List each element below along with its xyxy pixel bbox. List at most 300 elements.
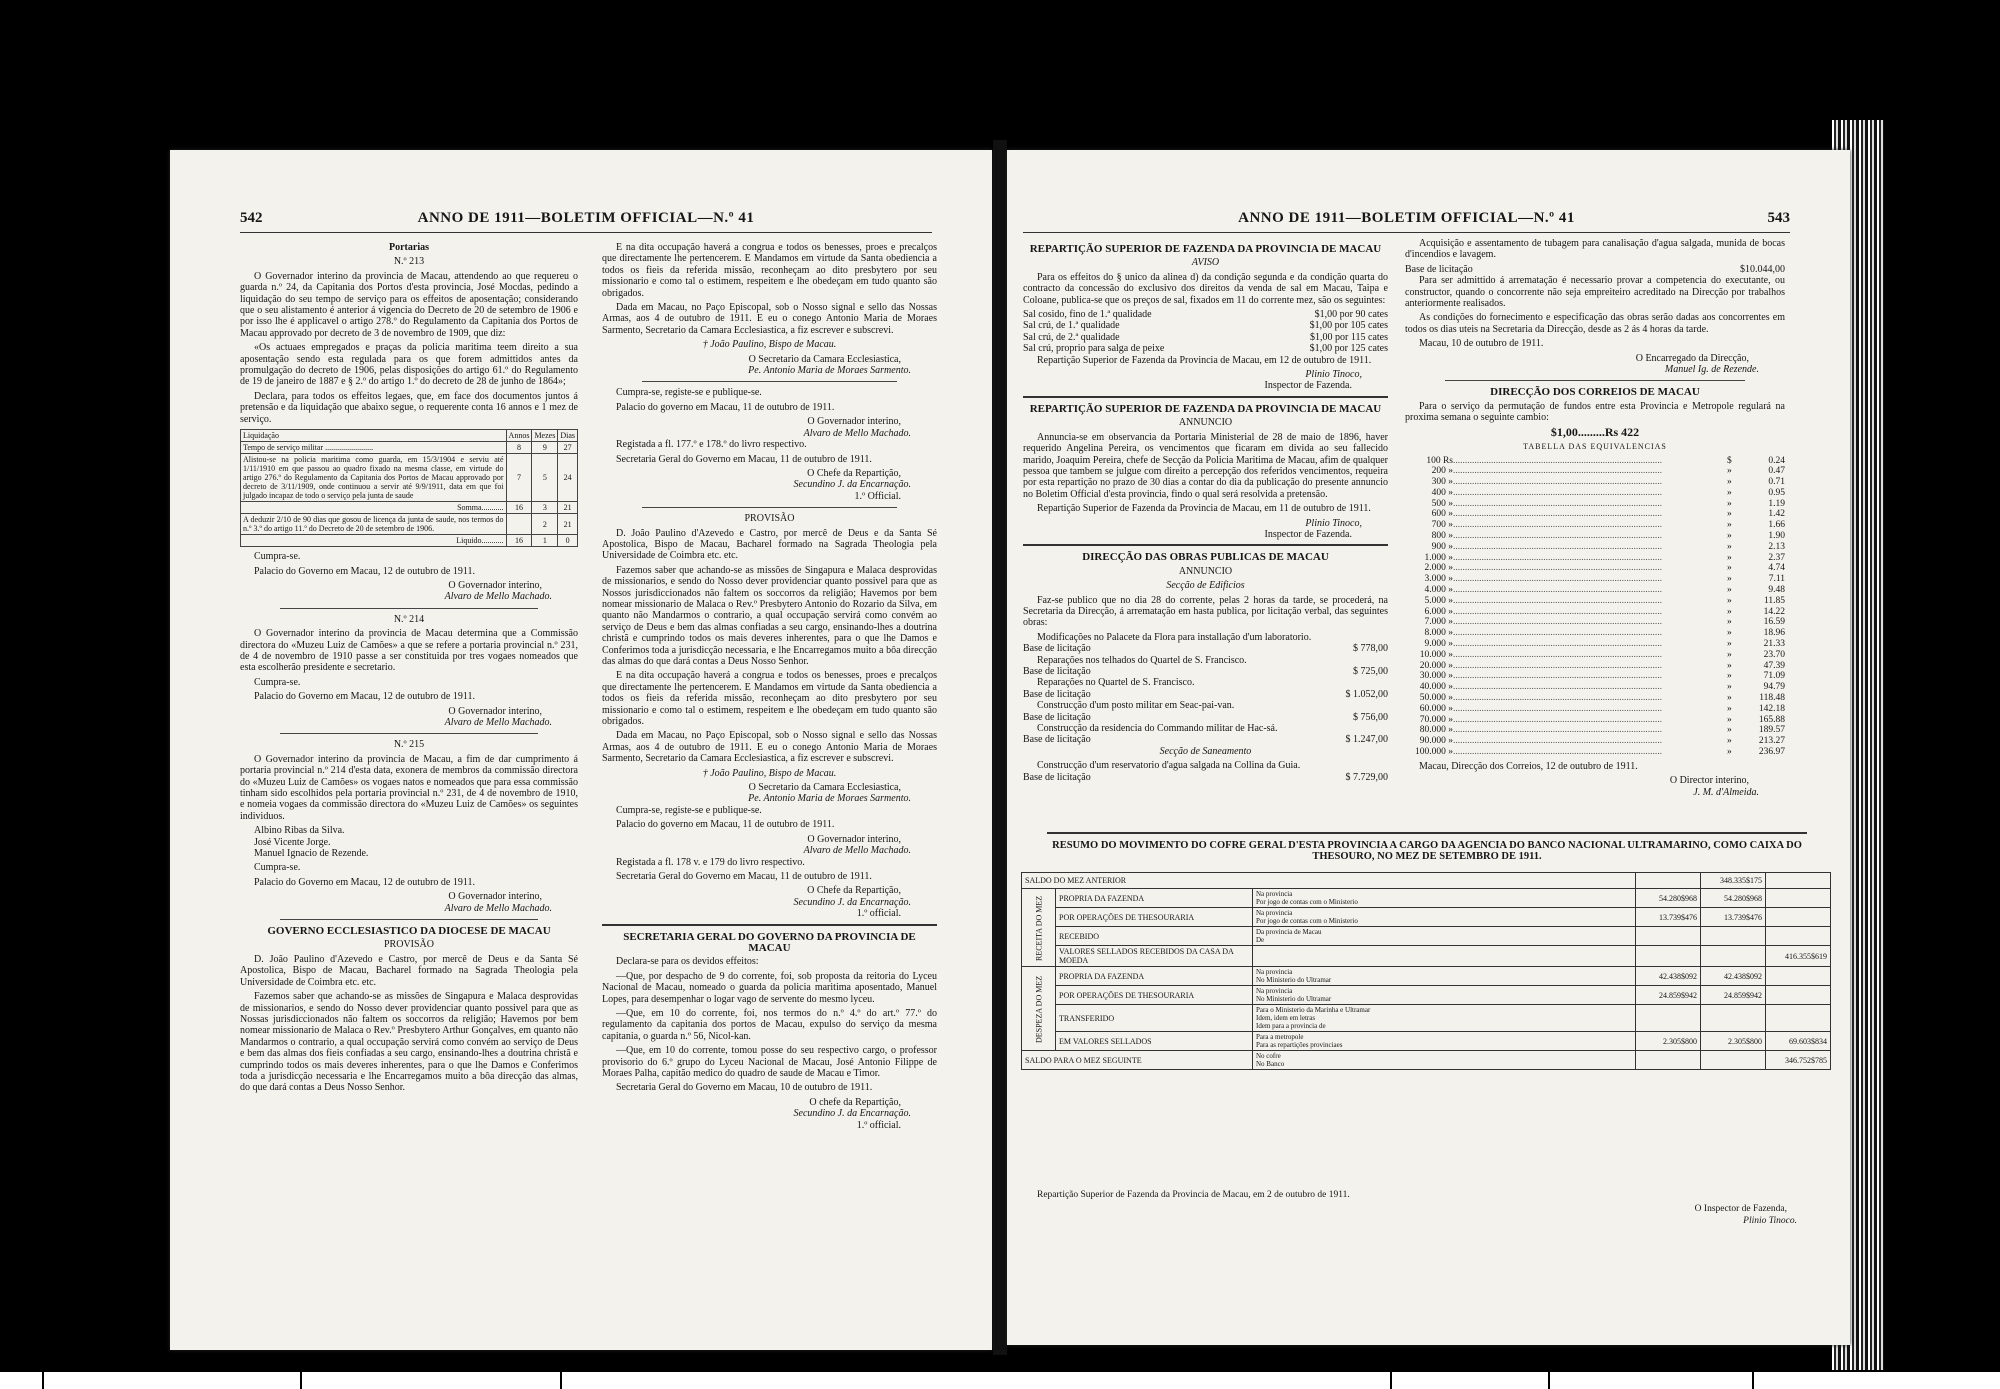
summary-sub-item: Para a metropole	[1256, 1033, 1304, 1041]
row-dias: 24	[558, 454, 578, 502]
exchange-dollar-sign: »	[1727, 552, 1732, 563]
strip-tick	[560, 1372, 562, 1389]
exchange-row	[1405, 736, 1785, 747]
left-column-1	[240, 242, 578, 1097]
summary-value-2: 42.438$092	[1701, 967, 1766, 986]
salt-price: $1,00 por 105 cates	[1309, 320, 1388, 332]
exchange-dollars: 236.97	[1758, 747, 1785, 758]
portaria-213-declaration: Declara, para todos os effeitos legaes, que, em face dos documentos juntos á pretensão e da liquidação que abaixo segue, o requerente conta 16 annos e 1 mez de serviço.	[240, 390, 578, 425]
liquidation-header: Liquidação	[241, 430, 507, 442]
table-row	[1022, 946, 1831, 967]
exchange-row	[1405, 607, 1785, 618]
summary-sub-item: No Banco	[1256, 1060, 1285, 1068]
exchange-dollar-sign: »	[1727, 714, 1732, 725]
exchange-dollars: 94.79	[1763, 682, 1785, 693]
governor-title: O Governador interino,	[807, 833, 901, 845]
cambio-rate: $1,00.........Rs 422	[1550, 424, 1640, 439]
row-mezes: 5	[532, 454, 558, 502]
obra-base: Base de licitação	[1023, 643, 1091, 655]
left-header-title: ANNO DE 1911—BOLETIM OFFICIAL—N.º 41	[417, 210, 755, 226]
summary-value-2	[1701, 1005, 1766, 1032]
declara-item-3: —Que, em 10 do corrente, tomou posse do seu respectivo cargo, o professor provisorio do 6.º grupo do Lyceu Nacional de Macau, José Antonio Filippe de Moraes Palha, capitão medico do quadro de saude de Macau e Timor.	[602, 1045, 937, 1079]
summary-row-sub	[1253, 889, 1636, 908]
exchange-row	[1405, 531, 1785, 542]
exchange-row	[1405, 596, 1785, 607]
exchange-dollar-sign: »	[1727, 693, 1732, 704]
exchange-dollar-sign: »	[1727, 498, 1732, 509]
summary-row-sub	[1253, 986, 1636, 1005]
cumpra-se: Cumpra-se.	[254, 551, 301, 563]
empty-cell	[1636, 873, 1701, 889]
exchange-row	[1405, 661, 1785, 672]
exchange-reis: 10.000 »	[1419, 649, 1453, 660]
exchange-reis: 600 »	[1431, 509, 1453, 520]
encarregado-name: Manuel Ig. de Rezende.	[1664, 364, 1759, 376]
obra-bid-row	[1023, 772, 1388, 783]
bottom-strip	[0, 1372, 2000, 1389]
secretaria-date-2: Secretaria Geral do Governo em Macau, 11 de outubro de 1911.	[616, 870, 872, 882]
obra-bid-row	[1023, 666, 1388, 677]
exchange-leader: ........................................................................................	[1453, 747, 1662, 758]
row-mezes: 2	[532, 514, 558, 535]
exchange-row	[1405, 671, 1785, 682]
exchange-dollar-sign: »	[1727, 520, 1732, 531]
exchange-dollars: 71.09	[1763, 671, 1785, 682]
saldo-seguinte-label: SALDO PARA O MEZ SEGUINTE	[1022, 1051, 1253, 1070]
exchange-dollar-sign: »	[1727, 649, 1732, 660]
summary-total: 69.603$834	[1766, 1032, 1831, 1051]
acquisicao-conditions: As condições do fornecimento e especificação das obras serão dadas aos concorrentes em todos os dias uteis na Secretaria da Direcção, desde as 2 ás 4 horas da tarde.	[1405, 312, 1785, 335]
summary-row-sub	[1253, 967, 1636, 986]
exchange-leader: ........................................................................................	[1453, 585, 1662, 596]
exchange-dollar-sign: »	[1727, 660, 1732, 671]
exchange-reis: 80.000 »	[1419, 725, 1453, 736]
acquisicao-bid-row	[1405, 264, 1785, 275]
exchange-dollar-sign: »	[1727, 606, 1732, 617]
exchange-reis: 8.000 »	[1424, 628, 1453, 639]
summary-row-sub	[1253, 946, 1636, 967]
saldo-anterior-value: 348.335$175	[1701, 873, 1766, 889]
annuncio-heading: ANNUNCIO	[1178, 417, 1233, 429]
exchange-leader: ........................................................................................	[1453, 682, 1662, 693]
divider	[642, 381, 897, 382]
exchange-dollar-sign: »	[1727, 725, 1732, 736]
declara-item-2: —Que, em 10 do corrente, foi, nos termos do n.º 4.º do art.º 77.º do regulamento da capitania dos portos de Macau, expulso do serviço da mesma capitania, o guarda n.º 56, Nicol-kan.	[602, 1007, 937, 1042]
salt-item: Sal crú, de 1.ª qualidade	[1023, 320, 1120, 332]
exchange-leader: ........................................................................................	[1453, 498, 1662, 509]
exchange-leader: ........................................................................................	[1453, 606, 1662, 617]
exchange-dollars: 1.66	[1768, 520, 1785, 531]
exchange-leader: ........................................................................................	[1453, 714, 1662, 725]
treasury-summary-table	[1021, 872, 1831, 1070]
summary-row-sub	[1253, 1005, 1636, 1032]
divider	[602, 924, 937, 926]
obra-base: Base de licitação	[1023, 711, 1091, 723]
summary-footer	[1023, 1190, 1823, 1227]
row-mezes: 3	[532, 502, 558, 514]
summary-row-sub	[1253, 927, 1636, 946]
chefe-rank: 1.º official.	[856, 908, 901, 920]
correios-title: DIRECÇÃO DOS CORREIOS DE MACAU	[1490, 386, 1700, 399]
secretaria-date-3: Secretaria Geral do Governo em Macau, 10 de outubro de 1911.	[616, 1082, 873, 1094]
chefe-rank: 1.º official.	[856, 1119, 901, 1131]
exchange-dollars: 0.47	[1768, 466, 1785, 477]
obras-section-edificios: Secção de Edificios	[1166, 580, 1245, 592]
exchange-reis: 2.000 »	[1424, 563, 1453, 574]
right-page-header	[1023, 210, 1790, 233]
exchange-leader: ........................................................................................	[1453, 628, 1662, 639]
summary-value-1: 24.859$942	[1636, 986, 1701, 1005]
exchange-leader: ........................................................................................	[1453, 531, 1662, 542]
declara-se: Declara-se para os devidos effeitos:	[616, 956, 759, 968]
cumpra-se: Cumpra-se.	[254, 676, 301, 688]
row-dias: 21	[558, 514, 578, 535]
exchange-row	[1405, 628, 1785, 639]
secretary-title: O Secretario da Camara Ecclesiastica,	[748, 353, 901, 365]
row-annos: 8	[506, 442, 532, 454]
col-mezes: Mezes	[532, 430, 558, 442]
exchange-row	[1405, 553, 1785, 564]
cumpra-se: Cumpra-se.	[254, 862, 301, 874]
provisao-1-dada: Dada em Macau, no Paço Episcopal, sob o Nosso signal e sello das Nossas Armas, aos 4 de outubro de 1911. E eu o conego Antonio Maria de Moraes Sarmento, Secretario da Camara Ecclesiastica, a fiz escrever e subscrevi.	[602, 302, 937, 336]
summary-sub-item: Para o Ministerio da Marinha e Ultramar	[1256, 1006, 1371, 1014]
receita-group-label: RECEITA DO MEZ	[1022, 889, 1056, 967]
summary-sub-item: Na provincia	[1256, 909, 1293, 917]
aviso-heading: AVISO	[1191, 257, 1220, 269]
salt-item: Sal crú, de 2.ª qualidade	[1023, 331, 1120, 343]
summary-row-sub	[1253, 1051, 1636, 1070]
exchange-leader: ........................................................................................	[1453, 477, 1662, 488]
table-row	[1022, 1051, 1831, 1070]
obra-desc: Construcção d'um posto militar em Seac-pai-van.	[1037, 700, 1235, 712]
summary-row-label: VALORES SELLADOS RECEBIDOS DA CASA DA MOEDA	[1056, 946, 1253, 967]
secretary-name: Pe. Antonio Maria de Moraes Sarmento.	[748, 365, 911, 377]
cumpra-registe: Cumpra-se, registe-se e publique-se.	[616, 387, 762, 399]
summary-row-label: PROPRIA DA FAZENDA	[1056, 889, 1253, 908]
table-row	[1022, 908, 1831, 927]
empty-cell	[1636, 1051, 1701, 1070]
exchange-dollar-sign: »	[1727, 487, 1732, 498]
row-desc: Alistou-se na policia maritima como guarda, em 15/3/1904 e serviu até 1/11/1910 em que passou ao quadro fixado na mesma classe, em virtude do artigo 276.º do Regulamento da Capitania dos Portos de Macau approvado por decreto de 3/11/1909, onde continuou a servir até 9/9/1911, data em que foi julgado incapaz de todo o serviço pela junta de saude	[241, 454, 507, 502]
exchange-dollars: 213.27	[1758, 736, 1785, 747]
exchange-row	[1405, 693, 1785, 704]
exchange-dollars: 2.13	[1768, 541, 1785, 552]
provisao-2-dada: Dada em Macau, no Paço Episcopal, sob o Nosso signal e sello das Nossas Armas, aos 4 de outubro de 1911. E eu o conego Antonio Maria de Moraes Sarmento, Secretario da Camara Ecclesiastica, a fiz escrever e subscrevi.	[602, 730, 937, 765]
table-row	[1022, 927, 1831, 946]
right-page	[1007, 150, 1850, 1345]
portaria-215-number: N.º 215	[393, 739, 425, 751]
summary-total	[1766, 967, 1831, 986]
provisao-2-continuation: E na dita occupação haverá a congrua e todos os benesses, proes e precalços que directamente lhe pertencerem. E Mandamos em virtude da Santa obediencia a todos os fieis da referida missão, reconheçam ao dito presbytero por seu missionario e como tal o estimem, respeitem e lhe obedeçam em tudo quanto são obrigados.	[602, 670, 937, 728]
exchange-dollars: 142.18	[1758, 703, 1785, 714]
summary-footer-date: Repartição Superior de Fazenda da Provincia de Macau, em 2 de outubro de 1911.	[1037, 1190, 1350, 1200]
summary-row-sub	[1253, 908, 1636, 927]
obra-bid-row	[1023, 689, 1388, 700]
strip-tick	[1548, 1372, 1550, 1389]
obra-value: $ 1.247,00	[1345, 734, 1388, 746]
summary-value-1: 2.305$800	[1636, 1032, 1701, 1051]
obra-bid-row	[1023, 734, 1388, 745]
row-desc: Somma...........	[241, 502, 507, 514]
exchange-row	[1405, 520, 1785, 531]
exchange-row	[1405, 499, 1785, 510]
divider	[1047, 832, 1807, 834]
summary-sub-item: No Ministerio do Ultramar	[1256, 995, 1332, 1003]
strip-tick	[1752, 1372, 1754, 1389]
despeza-group-label: DESPEZA DO MEZ	[1022, 967, 1056, 1051]
provisao-1-body: Fazemos saber que achando-se as missões de Singapura e Malaca desprovidas de missionarios, e sendo do Nosso dever providenciar quanto possivel para que as Nossas jurisdiccionados não faltem os soccorros da religião; Havemos por bem nomear missionario de Malaca o Rev.º Presbytero Arthur Gonçalves, em quanto não Mandarmos o contrario, a qual occupação servirá como convém ao serviço de Deus e bem das almas dos fieis confiadas a seu cargo, ensinando-lhes a doutrina christã e cumprindo todos os mais deveres inherentes, para o que lhe Damos e Conferimos toda a jurisdicção necessaria e lhe Encarregamos muito a bôa direcção das almas, do que dará contas a Deus Nosso Senhor.	[240, 991, 578, 1094]
divider	[1023, 544, 1388, 546]
exchange-dollars: 14.22	[1763, 606, 1785, 617]
exchange-reis: 3.000 »	[1424, 574, 1453, 585]
row-mezes: 9	[532, 442, 558, 454]
summary-sub-item: Idem para a provincia de	[1256, 1022, 1326, 1030]
exchange-leader: ........................................................................................	[1453, 660, 1662, 671]
exchange-dollars: 2.37	[1768, 552, 1785, 563]
row-dias: 27	[558, 442, 578, 454]
obra-base: Base de licitação	[1023, 734, 1091, 746]
exchange-reis: 6.000 »	[1424, 606, 1453, 617]
divider	[280, 608, 538, 609]
empty-cell	[1766, 873, 1831, 889]
divider	[642, 507, 897, 508]
salt-price-row	[1023, 343, 1388, 354]
table-row	[1022, 986, 1831, 1005]
exchange-dollars: 118.48	[1759, 693, 1785, 704]
chefe-title: O Chefe da Repartição,	[807, 467, 901, 479]
exchange-dollars: 11.85	[1763, 595, 1785, 606]
inspector-title: Inspector de Fazenda.	[1264, 380, 1352, 392]
exchange-reis: 100.000 »	[1415, 747, 1453, 758]
chefe-name: Secundino J. da Encarnação.	[793, 896, 911, 908]
exchange-leader: ........................................................................................	[1453, 693, 1662, 704]
summary-sub-item: No cofre	[1256, 1052, 1281, 1060]
obra-base: Base de licitação	[1023, 666, 1091, 677]
secretaria-date-1: Secretaria Geral do Governo em Macau, 11 de outubro de 1911.	[616, 453, 872, 465]
governor-name: Alvaro de Mello Machado.	[803, 845, 911, 857]
member-3: Manuel Ignacio de Rezende.	[254, 848, 369, 860]
fazenda-1-date: Repartição Superior de Fazenda da Provincia de Macau, em 12 de outubro de 1911.	[1037, 354, 1372, 366]
salt-price-row	[1023, 320, 1388, 331]
governor-name: Alvaro de Mello Machado.	[803, 427, 911, 439]
acquisicao-rules: Para ser admittido á arrematação é necessario provar a competencia do executante, ou constructor, quando o concorrente não seja empreiteiro acreditado na Direcção por trabalhos anteriormente realisados.	[1405, 275, 1785, 310]
inspector-name: Plinio Tinoco,	[1305, 517, 1362, 529]
obra-base: Base de licitação	[1023, 688, 1091, 700]
chefe-title: O Chefe da Repartição,	[807, 885, 901, 897]
fazenda-1-text: Para os effeitos do § unico da alinea d) da condição segunda e da condição quarta do contracto da concessão do exclusivo dos direitos da venda de sal em Macau, Taipa e Coloane, publica-se que os preços de sal, fixados em 11 do corrente mez, são os seguintes:	[1023, 271, 1388, 306]
obra-value: $ 756,00	[1353, 711, 1388, 723]
summary-title: RESUMO DO MOVIMENTO DO COFRE GERAL D'ESTA PROVINCIA A CARGO DA AGENCIA DO BANCO NACIONAL ULTRAMARINO, COMO CAIXA DO THESOURO, NO MEZ DE SETEMBRO DE 1911.	[1052, 840, 1802, 863]
exchange-leader: ........................................................................................	[1453, 487, 1662, 498]
exchange-row	[1405, 563, 1785, 574]
acquisicao-text: Acquisição e assentamento de tubagem para canalisação d'agua salgada, munida de bocas d'incendios e lavagem.	[1405, 238, 1785, 261]
exchange-row	[1405, 650, 1785, 661]
row-mezes: 1	[532, 535, 558, 547]
obra-desc: Reparações nos telhados do Quartel de S. Francisco.	[1037, 654, 1247, 666]
summary-value-1	[1636, 927, 1701, 946]
secretary-title: O Secretario da Camara Ecclesiastica,	[748, 782, 901, 794]
bishop-signature: † João Paulino, Bispo de Macau.	[702, 339, 837, 351]
correios-text: Para o serviço da permutação de fundos entre esta Provincia e Metropole regulará na proxima semana o seguinte cambio:	[1405, 400, 1785, 424]
exchange-reis: 60.000 »	[1419, 703, 1453, 714]
obra-base: Base de licitação	[1023, 771, 1091, 783]
exchange-reis: 7.000 »	[1424, 617, 1453, 628]
exchange-leader: ........................................................................................	[1453, 617, 1662, 628]
salt-item: Sal cosido, fino de 1.ª qualidade	[1023, 309, 1152, 321]
member-2: José Vicente Jorge.	[254, 836, 331, 848]
exchange-leader: ........................................................................................	[1453, 541, 1662, 552]
portaria-215-text: O Governador interino da provincia de Macau, a fim de dar cumprimento á portaria provincial n.º 214 d'esta data, exonera de membros da commissão directora do «Muzeu Luiz de Camões» os vogaes natos e nomeados que para essa commissão tinham sido escolhidos pela portaria provincial n.º 231, de 4 de novembro de 1910, e nomeia vogaes da commissão directora do «Muzeu Luiz de Camões» os seguintes individuos.	[240, 753, 578, 822]
exchange-dollars: 47.39	[1763, 660, 1785, 671]
section-portarias: Portarias	[389, 242, 429, 253]
obra-value: $ 7.729,00	[1345, 771, 1388, 783]
empty-cell	[1701, 1051, 1766, 1070]
exchange-dollar-sign: »	[1727, 477, 1732, 488]
exchange-reis: 900 »	[1431, 541, 1453, 552]
exchange-reis: 500 »	[1431, 498, 1453, 509]
correios-date: Macau, Direcção dos Correios, 12 de outubro de 1911.	[1419, 760, 1638, 772]
exchange-reis: 100 Rs	[1426, 455, 1453, 466]
fazenda-2-title: REPARTIÇÃO SUPERIOR DE FAZENDA DA PROVINCIA DE MACAU	[1029, 402, 1382, 415]
row-dias: 21	[558, 502, 578, 514]
saldo-anterior-label: SALDO DO MEZ ANTERIOR	[1022, 873, 1636, 889]
exchange-row	[1405, 466, 1785, 477]
divider	[280, 733, 538, 734]
portaria-213-number: N.º 213	[393, 256, 425, 268]
acquisicao-base: Base de licitação	[1405, 263, 1473, 275]
row-dias: 0	[558, 535, 578, 547]
exchange-table	[1405, 456, 1785, 758]
registada-1: Registada a fl. 177.º e 178.º do livro respectivo.	[616, 439, 807, 451]
table-row	[1022, 1005, 1831, 1032]
summary-total	[1766, 986, 1831, 1005]
palacio-date: Palacio do Governo em Macau, 12 de outubro de 1911.	[254, 876, 475, 888]
exchange-reis: 50.000 »	[1419, 693, 1453, 704]
right-column-1	[1023, 238, 1388, 783]
exchange-dollar-sign: »	[1727, 617, 1732, 628]
summary-total: 416.355$619	[1766, 946, 1831, 967]
provisao-1-intro: D. João Paulino d'Azevedo e Castro, por mercê de Deus e da Santa Sé Apostolica, Bispo de Macau, Bacharel formado na Sagrada Theologia pela Universidade de Coimbra etc. etc.	[240, 953, 578, 988]
summary-row-label: EM VALORES SELLADOS	[1056, 1032, 1253, 1051]
exchange-dollars: 7.11	[1768, 574, 1785, 585]
exchange-dollars: 21.33	[1763, 639, 1785, 650]
summary-row-label: POR OPERAÇÕES DE THESOURARIA	[1056, 908, 1253, 927]
obra-value: $ 725,00	[1353, 666, 1388, 677]
exchange-dollar-sign: »	[1727, 531, 1732, 542]
obra-desc: Modificações no Palacete da Flora para installação d'um laboratorio.	[1037, 631, 1312, 643]
exchange-leader: ........................................................................................	[1453, 455, 1662, 466]
exchange-reis: 700 »	[1431, 520, 1453, 531]
obra-desc: Construcção d'um reservatorio d'agua salgada na Collina da Guia.	[1037, 760, 1301, 772]
inspector-name: Plinio Tinoco,	[1305, 369, 1362, 381]
summary-total	[1766, 1005, 1831, 1032]
exchange-row	[1405, 456, 1785, 467]
cumpra-registe: Cumpra-se, registe-se e publique-se.	[616, 804, 762, 816]
exchange-dollar-sign: »	[1727, 639, 1732, 650]
palacio-date: Palacio do governo em Macau, 11 de outubro de 1911.	[616, 401, 835, 413]
provisao-1-continuation: E na dita occupação haverá a congrua e todos os benesses, proes e precalços que directamente lhe pertencerem. E Mandamos em virtude da Santa obediencia a todos os fieis da referida missão, reconheçam ao dito presbytero por seu missionario e como tal o estimem, respeitem e lhe obedeçam em tudo quanto são obrigados.	[602, 242, 937, 299]
divider	[1023, 396, 1388, 398]
obras-text: Faz-se publico que no dia 28 do corrente, pelas 2 horas da tarde, se procederá, na Secretaria da Direcção, á arrematação em hasta publica, por licitação verbal, das seguintes obras:	[1023, 594, 1388, 629]
exchange-reis: 800 »	[1431, 531, 1453, 542]
exchange-reis: 4.000 »	[1424, 585, 1453, 596]
summary-sub-item: De	[1256, 936, 1265, 944]
exchange-row	[1405, 682, 1785, 693]
exchange-dollars: 4.74	[1768, 563, 1785, 574]
exchange-dollar-sign: »	[1727, 628, 1732, 639]
governor-name: Alvaro de Mello Machado.	[444, 591, 552, 603]
exchange-dollars: 165.88	[1758, 714, 1785, 725]
director-title: O Director interino,	[1669, 775, 1749, 787]
exchange-leader: ........................................................................................	[1453, 509, 1662, 520]
exchange-reis: 400 »	[1431, 487, 1453, 498]
row-annos: 16	[506, 535, 532, 547]
exchange-dollars: 9.48	[1768, 585, 1785, 596]
fazenda-1-title: REPARTIÇÃO SUPERIOR DE FAZENDA DA PROVINCIA DE MACAU	[1029, 243, 1382, 255]
summary-value-2: 54.280$968	[1701, 889, 1766, 908]
exchange-dollar-sign: »	[1727, 509, 1732, 520]
governor-title: O Governador interino,	[448, 705, 542, 717]
exchange-leader: ........................................................................................	[1453, 520, 1662, 531]
exchange-dollars: 1.90	[1768, 531, 1785, 542]
table-row	[241, 535, 578, 547]
summary-total	[1766, 908, 1831, 927]
strip-tick	[1390, 1372, 1392, 1389]
summary-value-1	[1636, 946, 1701, 967]
chefe-name: Secundino J. da Encarnação.	[793, 479, 911, 491]
ecclesiastic-title: GOVERNO ECCLESIASTICO DA DIOCESE DE MACAU	[267, 925, 551, 938]
book-spine	[993, 140, 1007, 1355]
salt-price-row	[1023, 309, 1388, 320]
exchange-leader: ........................................................................................	[1453, 736, 1662, 747]
summary-value-2	[1701, 927, 1766, 946]
table-row	[241, 514, 578, 535]
summary-value-2: 13.739$476	[1701, 908, 1766, 927]
exchange-dollar-sign: $	[1727, 455, 1732, 466]
summary-sub-item: Por jogo de contas com o Ministerio	[1256, 917, 1358, 925]
chefe-name: Secundino J. da Encarnação.	[793, 1108, 911, 1120]
summary-sub-item: Na provincia	[1256, 987, 1293, 995]
table-row	[1022, 1032, 1831, 1051]
exchange-reis: 200 »	[1431, 466, 1453, 477]
exchange-dollar-sign: »	[1727, 747, 1732, 758]
governor-name: Alvaro de Mello Machado.	[444, 716, 552, 728]
exchange-reis: 5.000 »	[1424, 595, 1453, 606]
divider	[280, 919, 538, 920]
governor-title: O Governador interino,	[448, 891, 542, 903]
summary-sub-item: Da provincia de Macau	[1256, 928, 1322, 936]
exchange-dollar-sign: »	[1727, 466, 1732, 477]
col-annos: Annos	[506, 430, 532, 442]
exchange-reis: 40.000 »	[1419, 682, 1453, 693]
row-annos: 7	[506, 454, 532, 502]
portaria-213-quote: «Os actuaes empregados e praças da policia maritima teem direito a sua aposentação sendo esta regulada para os que forem admittidos antes da promulgação do decreto de 1906, pelas disposições do artigo 61.º do Regulamento de 19 de janeiro de 1887 e § 2.º do artigo 1.º do decreto de 28 de junho de 1864»;	[240, 342, 578, 388]
summary-row-label: POR OPERAÇÕES DE THESOURARIA	[1056, 986, 1253, 1005]
obra-value: $ 778,00	[1353, 643, 1388, 655]
exchange-leader: ........................................................................................	[1453, 595, 1662, 606]
palacio-date: Palacio do Governo em Macau, 12 de outubro de 1911.	[254, 565, 475, 577]
obras-title: DIRECÇÃO DAS OBRAS PUBLICAS DE MACAU	[1082, 551, 1329, 564]
provisao-heading: PROVISÃO	[383, 939, 434, 951]
right-column-2	[1405, 238, 1785, 798]
declara-item-1: —Que, por despacho de 9 do corrente, foi, sob proposta da reitoria do Lyceu Nacional de Macau, nomeado o guarda da policia maritima aposentado, Manuel Lopes, para desempenhar o logar vago de servente do mesmo lyceu.	[602, 970, 937, 1005]
exchange-row	[1405, 585, 1785, 596]
table-row	[1022, 967, 1831, 986]
summary-sub-item: Para as repartições provinciaes	[1256, 1041, 1343, 1049]
exchange-dollar-sign: »	[1727, 682, 1732, 693]
obra-desc: Reparações no Quartel de S. Francisco.	[1037, 677, 1195, 689]
portaria-214-number: N.º 214	[393, 613, 425, 625]
